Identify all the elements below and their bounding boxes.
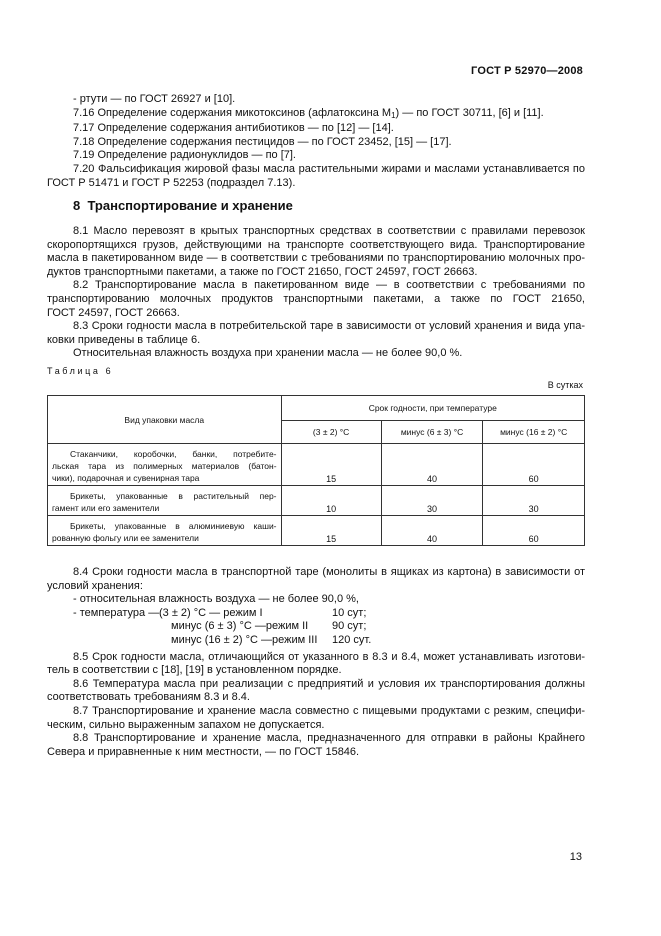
item-number: 7.16 bbox=[73, 106, 95, 119]
item-text: - ртути — по ГОСТ 26927 и [10]. bbox=[73, 93, 236, 105]
paragraph-line: скоропортящихся грузов, действующими на транспорте соответствующего вида. Транспортирование bbox=[47, 238, 585, 251]
test-methods-list bbox=[47, 93, 585, 190]
cell-line: Брикеты, упакованные в алюминиевую каши- bbox=[70, 521, 277, 531]
temperature-prefix: - температура — bbox=[73, 606, 160, 619]
item-text: Фальсификация жировой фазы масла растительными жирами и маслами устанавливается по bbox=[97, 162, 585, 175]
table-caption: Таблица 6 bbox=[47, 366, 114, 376]
cell-line: рованную фольгу или ее заменители bbox=[52, 533, 199, 543]
column-header-packaging: Вид упаковки масла bbox=[48, 396, 282, 444]
mode-value: 10 сут; bbox=[332, 606, 367, 619]
item-text: Определение содержания микотоксинов (афлатоксина М bbox=[97, 106, 392, 119]
paragraph-line: 8.2 Транспортирование масла в пакетированном виде — в соответствии с требованиями по bbox=[73, 279, 585, 292]
list-item-continuation bbox=[47, 177, 585, 191]
mode-condition: (3 ± 2) °С — режим I bbox=[159, 606, 263, 619]
cell-line: Стаканчики, коробочки, банки, потребите- bbox=[70, 449, 277, 459]
temperature-mode-row bbox=[47, 634, 585, 648]
paragraph-line: 8.3 Сроки годности масла в потребительской таре в зависимости от условий хранения и вида упа- bbox=[73, 320, 585, 333]
table-cell: 30 bbox=[483, 486, 585, 516]
page-number: 13 bbox=[569, 851, 582, 863]
paragraph-line: ГОСТ 24597, ГОСТ 26663. bbox=[47, 306, 180, 319]
item-number: 7.18 bbox=[73, 135, 95, 148]
mode-value: 90 сут; bbox=[332, 620, 367, 633]
table-cell: 10 bbox=[281, 486, 381, 516]
paragraph-line: транспортированию молочных продуктов транспортными пакетами, а также по ГОСТ 21650, bbox=[47, 292, 585, 305]
temperature-mode-row bbox=[47, 620, 585, 634]
table-row bbox=[48, 444, 585, 486]
paragraph-line: 8.7 Транспортирование и хранение масла совместно с пищевыми продуктами с резким, специфи- bbox=[73, 704, 585, 717]
section-number: 8 bbox=[73, 198, 81, 213]
list-item bbox=[47, 149, 585, 163]
paragraph-line: ческим, сильно выраженным запахом не допускается. bbox=[47, 718, 325, 731]
packaging-cell bbox=[48, 516, 282, 546]
table-cell: 60 bbox=[483, 444, 585, 486]
cell-line: Брикеты, упакованные в растительный пер- bbox=[70, 491, 277, 501]
table-row bbox=[48, 486, 585, 516]
packaging-cell bbox=[48, 486, 282, 516]
column-header-temp-3: минус (16 ± 2) °С bbox=[483, 421, 585, 444]
paragraph-line: ковки приведены в таблице 6. bbox=[47, 333, 201, 346]
mode-condition: минус (6 ± 3) °С —режим II bbox=[171, 620, 309, 633]
table-cell: 40 bbox=[381, 444, 483, 486]
paragraph-line: 8.5 Срок годности масла, отличающийся от указанного в 8.3 и 8.4, может устанавливать изготови- bbox=[73, 650, 585, 663]
table-header-row bbox=[48, 396, 585, 421]
paragraph-line: тель в соответствии с [18], [19] в установленном порядке. bbox=[47, 664, 342, 677]
section-title-text: Транспортирование и хранение bbox=[87, 198, 293, 213]
shelf-life-table bbox=[47, 395, 585, 546]
paragraph-line: 8.6 Температура масла при реализации с предприятий и условия их транспортирования должны bbox=[73, 677, 585, 690]
subscript: 1 bbox=[391, 110, 396, 120]
paragraph-line: Относительная влажность воздуха при хранении масла — не более 90,0 %. bbox=[73, 347, 463, 360]
temperature-mode-row bbox=[47, 607, 585, 621]
paragraph-line: масла в пакетированном виде — в соответствии с требованиями по транспортированию молочных про- bbox=[47, 252, 585, 265]
list-item bbox=[47, 122, 585, 136]
list-item bbox=[47, 136, 585, 150]
item-text: Определение содержания пестицидов — по ГОСТ 23452, [15] — [17]. bbox=[97, 135, 452, 148]
column-header-temp-2: минус (6 ± 3) °С bbox=[381, 421, 483, 444]
section-8-body bbox=[47, 225, 585, 361]
table-cell: 15 bbox=[281, 444, 381, 486]
paragraph-line: соответствовать требованиям 8.3 и 8.4. bbox=[47, 691, 250, 704]
list-item bbox=[47, 93, 585, 107]
item-text: Определение содержания антибиотиков — по [12] — [14]. bbox=[97, 122, 394, 135]
table-row bbox=[48, 516, 585, 546]
column-header-temp-1: (3 ± 2) °С bbox=[281, 421, 381, 444]
item-text: Определение радионуклидов — по [7]. bbox=[97, 149, 296, 162]
list-item bbox=[47, 163, 585, 177]
item-number: 7.20 bbox=[73, 162, 95, 175]
paragraph-line: дуктов транспортными пакетами, а также по ГОСТ 21650, ГОСТ 24597, ГОСТ 26663. bbox=[47, 265, 478, 278]
mode-condition: минус (16 ± 2) °С —режим III bbox=[171, 633, 318, 646]
paragraph-line: условий хранения: bbox=[47, 579, 143, 592]
section-8-continued bbox=[47, 566, 585, 759]
table-units: В сутках bbox=[547, 380, 583, 390]
item-number: 7.17 bbox=[73, 122, 95, 135]
table-cell: 40 bbox=[381, 516, 483, 546]
paragraph-line: 8.4 Сроки годности масла в транспортной таре (монолиты в ящиках из картона) в зависимости от bbox=[73, 566, 585, 578]
paragraph-line: 8.8 Транспортирование и хранение масла, предназначенного для отправки в районы Крайнего bbox=[73, 732, 585, 745]
table-cell: 15 bbox=[281, 516, 381, 546]
condition-humidity: - относительная влажность воздуха — не более 90,0 %, bbox=[73, 593, 359, 606]
item-text: ) — по ГОСТ 30711, [6] и [11]. bbox=[395, 106, 544, 119]
standard-designation: ГОСТ Р 52970—2008 bbox=[471, 65, 583, 77]
table-cell: 30 bbox=[381, 486, 483, 516]
column-header-group: Срок годности, при температуре bbox=[281, 396, 584, 421]
cell-line: гамент или его заменители bbox=[52, 503, 160, 513]
cell-line: льская тара из полимерных материалов (батон- bbox=[52, 461, 277, 471]
paragraph-line: 8.1 Масло перевозят в крытых транспортных средствах в соответствии с правилами перевозок bbox=[73, 225, 585, 237]
item-number: 7.19 bbox=[73, 149, 95, 162]
list-item bbox=[47, 107, 585, 123]
paragraph-line: Севера и приравненные к ним местности, — по ГОСТ 15846. bbox=[47, 745, 360, 758]
table-cell: 60 bbox=[483, 516, 585, 546]
cell-line: чики), подарочная и сувенирная тара bbox=[52, 473, 200, 483]
packaging-cell bbox=[48, 444, 282, 486]
item-text: ГОСТ Р 51471 и ГОСТ Р 52253 (подраздел 7.13). bbox=[47, 176, 296, 189]
section-heading bbox=[73, 198, 293, 213]
mode-value: 120 сут. bbox=[332, 633, 372, 646]
